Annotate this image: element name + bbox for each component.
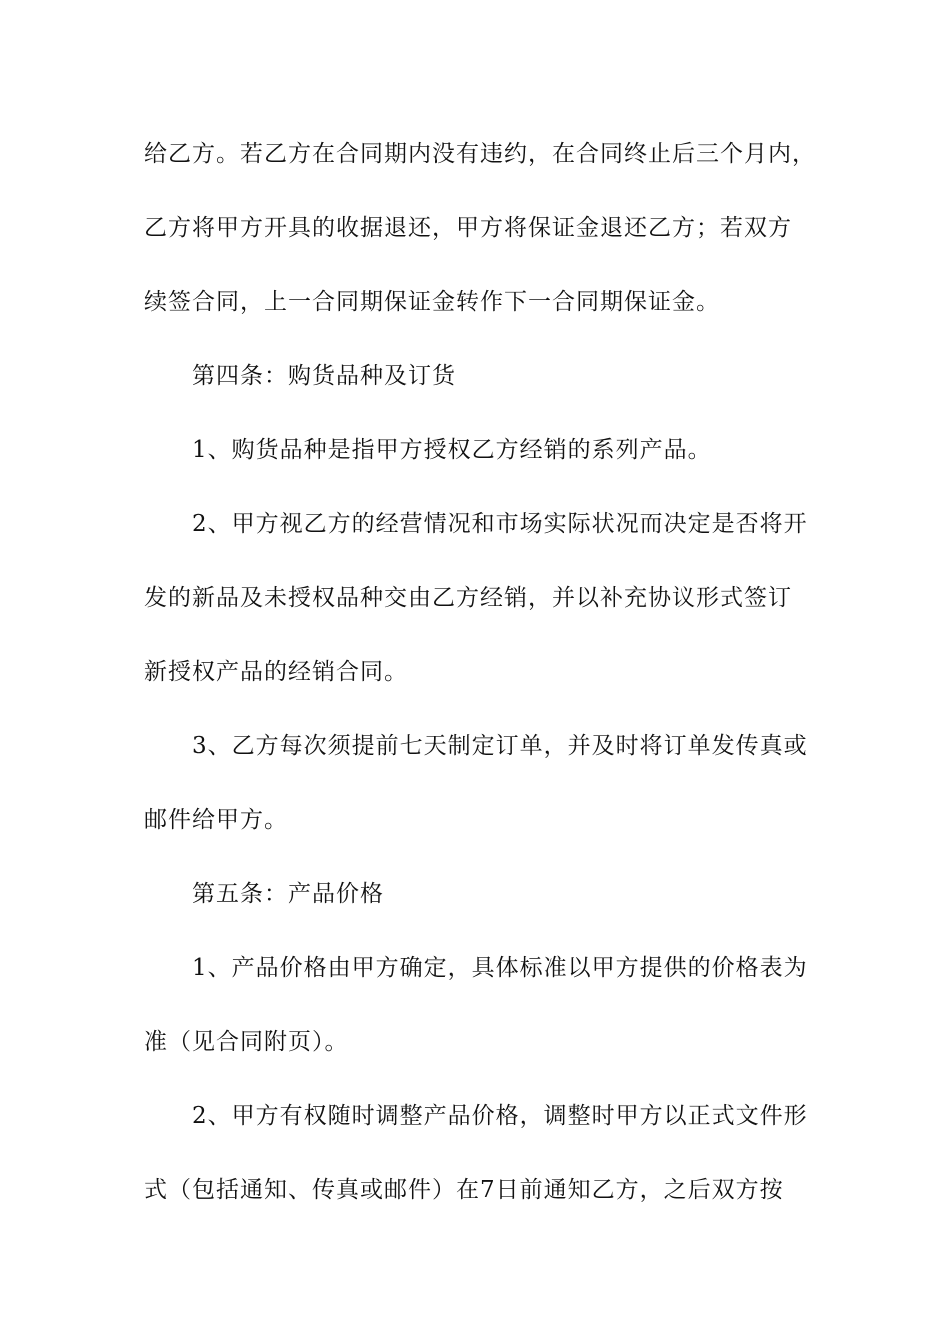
clause-4-3-continuation: 邮件给甲方。 xyxy=(144,807,288,833)
text-line-continuation: 续签合同，上一合同期保证金转作下一合同期保证金。 xyxy=(144,289,720,315)
clause-4-2: 2、甲方视乙方的经营情况和市场实际状况而决定是否将开 xyxy=(192,511,808,537)
clause-5-1-continuation: 准（见合同附页）。 xyxy=(144,1029,349,1055)
clause-5-1: 1、产品价格由甲方确定，具体标准以甲方提供的价格表为 xyxy=(192,955,808,981)
text-line-continuation: 给乙方。若乙方在合同期内没有违约，在合同终止后三个月内， xyxy=(144,141,816,167)
clause-4-2-continuation: 新授权产品的经销合同。 xyxy=(144,659,408,685)
article-heading-5: 第五条：产品价格 xyxy=(192,881,384,907)
clause-4-1: 1、购货品种是指甲方授权乙方经销的系列产品。 xyxy=(192,437,712,463)
clause-5-2: 2、甲方有权随时调整产品价格，调整时甲方以正式文件形 xyxy=(192,1103,808,1129)
article-heading-4: 第四条：购货品种及订货 xyxy=(192,363,456,389)
clause-4-2-continuation: 发的新品及未授权品种交由乙方经销，并以补充协议形式签订 xyxy=(144,585,792,611)
clause-4-3: 3、乙方每次须提前七天制定订单，并及时将订单发传真或 xyxy=(192,733,808,759)
text-line-continuation: 乙方将甲方开具的收据退还，甲方将保证金退还乙方；若双方 xyxy=(144,215,792,241)
clause-5-2-continuation: 式（包括通知、传真或邮件）在7日前通知乙方，之后双方按 xyxy=(144,1177,784,1203)
